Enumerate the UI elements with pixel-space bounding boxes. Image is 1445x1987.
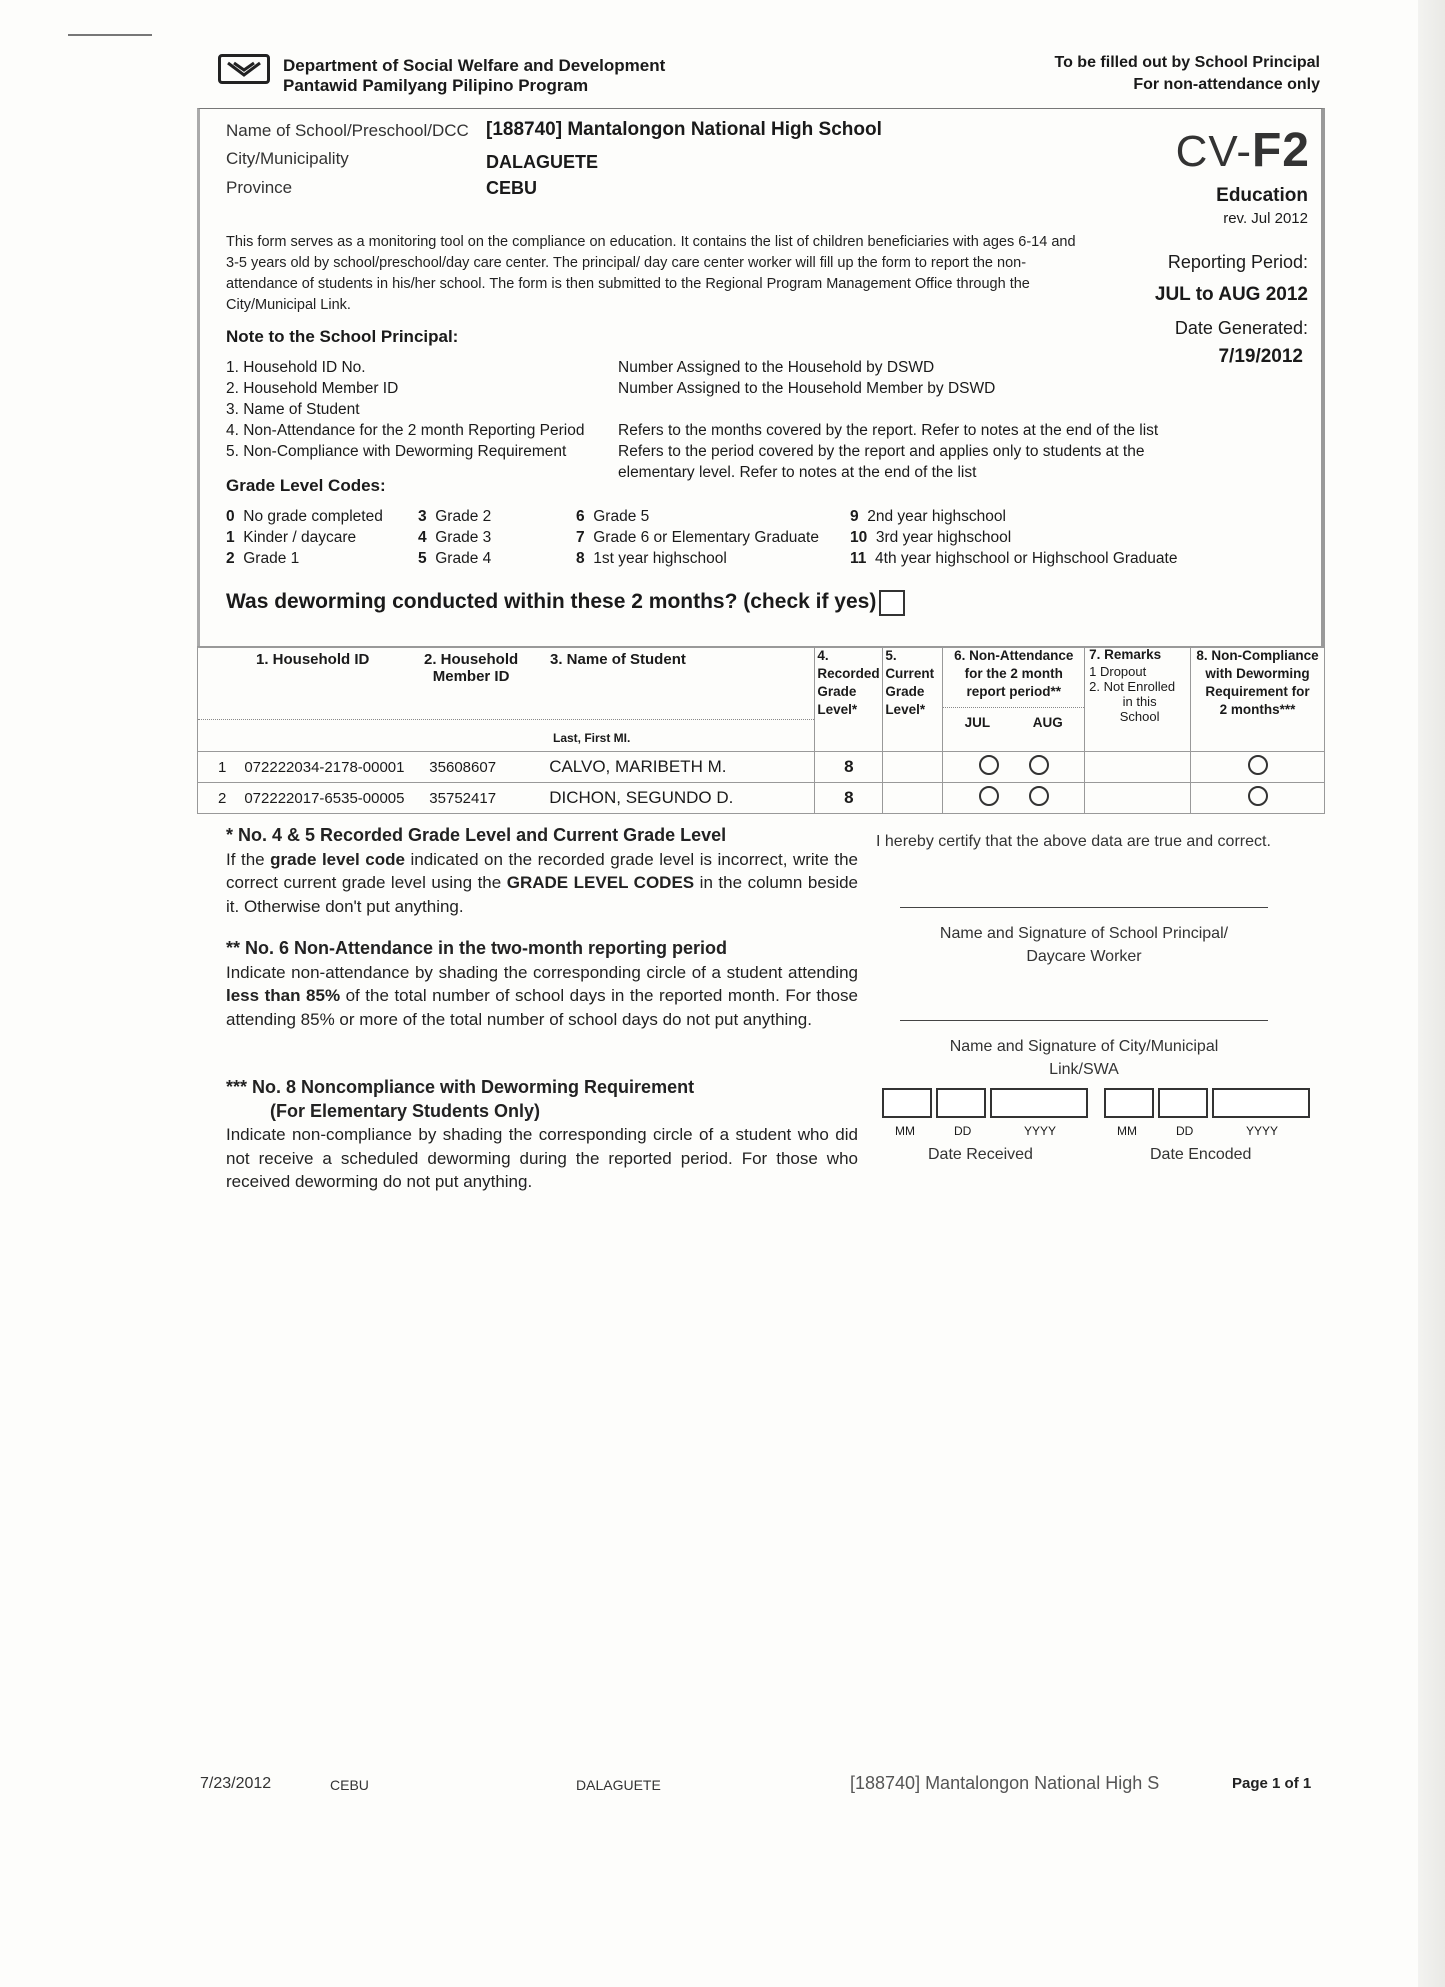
encoded-dd-box[interactable] (1158, 1088, 1208, 1118)
aug-circle[interactable] (1029, 755, 1049, 775)
notes-title: Note to the School Principal: (226, 327, 459, 346)
grade-codes-col4: 9 2nd year highschool 10 3rd year highschool 11 4th year highschool or Highschool Graduate (850, 508, 1178, 567)
certify-text: I hereby certify that the above data are true and correct. (876, 833, 1271, 850)
table-row (198, 783, 1325, 814)
encoded-mm-label: MM (1117, 1124, 1137, 1138)
recorded-grade-cell: 8 (815, 783, 883, 814)
program-name: Pantawid Pamilyang Pilipino Program (283, 76, 589, 95)
encoded-dd-label: DD (1176, 1124, 1194, 1138)
encoded-yyyy-box[interactable] (1212, 1088, 1310, 1118)
footer-city: DALAGUETE (576, 1777, 661, 1793)
grade-codes-title: Grade Level Codes: (226, 476, 386, 495)
list-item: 4. Non-Attendance for the 2 month Reporting Period Refers to the months covered by the report. Refer to notes at the end of the list (226, 422, 1159, 439)
reporting-period-label: Reporting Period: (1167, 252, 1308, 272)
province-value: CEBU (486, 178, 538, 198)
received-dd-label: DD (954, 1124, 972, 1138)
principal-signature-label: Name and Signature of School Principal/ Daycare Worker (939, 925, 1229, 965)
recorded-grade-cell: 8 (815, 752, 883, 783)
student-name-cell: DICHON, SEGUNDO D. (545, 783, 815, 814)
date-generated-label: Date Generated: (1174, 318, 1308, 338)
list-item: 1. Household ID No. Number Assigned to the Household by DSWD (226, 359, 935, 376)
date-received-label: Date Received (928, 1146, 1033, 1163)
link-signature-line[interactable] (900, 1020, 1268, 1021)
jul-circle[interactable] (979, 755, 999, 775)
non-attendance-cell (943, 783, 1085, 814)
fill-instruction: To be filled out by School Principal (1054, 54, 1320, 71)
encoded-mm-box[interactable] (1104, 1088, 1154, 1118)
remarks-cell[interactable] (1085, 783, 1191, 814)
scan-edge (1418, 0, 1445, 1987)
link-signature-label: Name and Signature of City/Municipal Link/SWA (949, 1038, 1219, 1078)
col-household-id: 1. Household ID (256, 651, 370, 668)
deworming-question: Was deworming conducted within these 2 months? (check if yes) (226, 590, 877, 613)
deworming-checkbox[interactable] (879, 590, 905, 616)
non-compliance-cell (1191, 752, 1325, 783)
aug-circle[interactable] (1029, 786, 1049, 806)
member-id-cell: 35752417 (421, 783, 545, 814)
reporting-period-value: JUL to AUG 2012 (1154, 284, 1308, 305)
dswd-logo-icon (218, 54, 270, 84)
received-yyyy-label: YYYY (1024, 1124, 1057, 1138)
encoded-yyyy-label: YYYY (1246, 1124, 1279, 1138)
non-compliance-cell (1191, 783, 1325, 814)
footer-page-number: Page 1 of 1 (1232, 1775, 1312, 1792)
col-recorded-grade: 4. Recorded Grade Level* (815, 647, 883, 752)
province-label: Province (226, 178, 293, 197)
org-name: Department of Social Welfare and Development (283, 56, 666, 75)
footer-school: [188740] Mantalongon National High S (850, 1773, 1160, 1793)
table-header-row (198, 647, 1325, 752)
student-name-cell: CALVO, MARIBETH M. (545, 752, 815, 783)
school-name-value: [188740] Mantalongon National High School (486, 119, 882, 140)
deworming-circle[interactable] (1248, 755, 1268, 775)
grade-codes-col2: 3 Grade 2 4 Grade 3 5 Grade 4 (418, 508, 492, 567)
form-revision: rev. Jul 2012 (1223, 210, 1308, 227)
list-item: 3. Name of Student (226, 401, 360, 418)
received-mm-box[interactable] (882, 1088, 932, 1118)
grade-codes-col1: 0 No grade completed 1 Kinder / daycare 2 Grade 1 (226, 508, 383, 567)
col-student-name: 3. Name of Student (550, 651, 686, 668)
grade-codes-col3: 6 Grade 5 7 Grade 6 or Elementary Graduate 8 1st year highschool (576, 508, 819, 567)
principal-signature-line[interactable] (900, 907, 1268, 908)
non-attendance-note: For non-attendance only (1133, 76, 1320, 93)
col-current-grade: 5. Current Grade Level* (883, 647, 943, 752)
col-non-compliance: 8. Non-Compliance with Deworming Requirement for 2 months*** (1191, 647, 1325, 752)
date-generated-value: 7/19/2012 (1218, 346, 1303, 367)
footnote-grade-level: * No. 4 & 5 Recorded Grade Level and Current Grade Level If the grade level code indicated on the recorded grade level is incorrect, write the correct current grade level using the GRADE LEVEL CODES in the column beside it. Otherwise don't put anything. (226, 825, 859, 916)
list-item: 2. Household Member ID Number Assigned to the Household Member by DSWD (226, 380, 996, 397)
remarks-cell[interactable] (1085, 752, 1191, 783)
city-label: City/Municipality (226, 149, 349, 168)
form-code: CV-F2 (1175, 124, 1310, 177)
footer-date: 7/23/2012 (200, 1775, 272, 1792)
col-non-attendance: 6. Non-Attendance for the 2 month report period** JUL AUG (943, 647, 1085, 752)
col-remarks: 7. Remarks 1 Dropout 2. Not Enrolled in this School (1085, 647, 1191, 752)
received-mm-label: MM (895, 1124, 915, 1138)
footer-province: CEBU (330, 1777, 369, 1793)
current-grade-cell[interactable] (883, 783, 943, 814)
current-grade-cell[interactable] (883, 752, 943, 783)
date-encoded-label: Date Encoded (1150, 1146, 1252, 1163)
household-id-cell: 2 072222017-6535-00005 (198, 783, 422, 814)
form-description: This form serves as a monitoring tool on the compliance on education. It contains the list of children beneficiaries with ages 6-14 and 3-5 years old by school/preschool/day care center. The principal/ day care center worker will fill up the form to report the non-attendance of students in his/her school. The form is then submitted to the Regional Program Management Office through the City/Municipal Link. (226, 234, 1076, 313)
list-item: elementary level. Refer to notes at the end of the list (618, 464, 977, 481)
member-id-cell: 35608607 (421, 752, 545, 783)
received-yyyy-box[interactable] (990, 1088, 1088, 1118)
scan-mark (68, 34, 152, 36)
list-item: 5. Non-Compliance with Deworming Requirement Refers to the period covered by the report and applies only to students at the (226, 443, 1145, 460)
household-id-cell: 1 072222034-2178-00001 (198, 752, 422, 783)
received-dd-box[interactable] (936, 1088, 986, 1118)
jul-circle[interactable] (979, 786, 999, 806)
header-cell-1-3 (198, 647, 815, 752)
col-member-id: 2. Household Member ID (424, 651, 519, 685)
footnote-deworming: *** No. 8 Noncompliance with Deworming Requirement (For Elementary Students Only) Indicate non-compliance by shading the corresponding circle of a student who did not receive a scheduled deworming during the reported period. For those who received deworming do not put anything. (226, 1077, 858, 1191)
school-name-label: Name of School/Preschool/DCC (226, 121, 469, 140)
name-format-hint: Last, First MI. (553, 731, 631, 745)
col-aug: AUG (1032, 715, 1063, 730)
student-table (197, 646, 1325, 814)
form-category: Education (1216, 185, 1308, 206)
non-attendance-cell (943, 752, 1085, 783)
col-jul: JUL (964, 715, 991, 730)
footnote-non-attendance: ** No. 6 Non-Attendance in the two-month reporting period Indicate non-attendance by shading the corresponding circle of a student attending less than 85% of the total number of school days in the reported month. For those attending 85% or more of the total number of school days do not put anything. (226, 938, 858, 1029)
deworming-circle[interactable] (1248, 786, 1268, 806)
table-row (198, 752, 1325, 783)
city-value: DALAGUETE (486, 152, 598, 172)
notes-list (226, 357, 1186, 483)
